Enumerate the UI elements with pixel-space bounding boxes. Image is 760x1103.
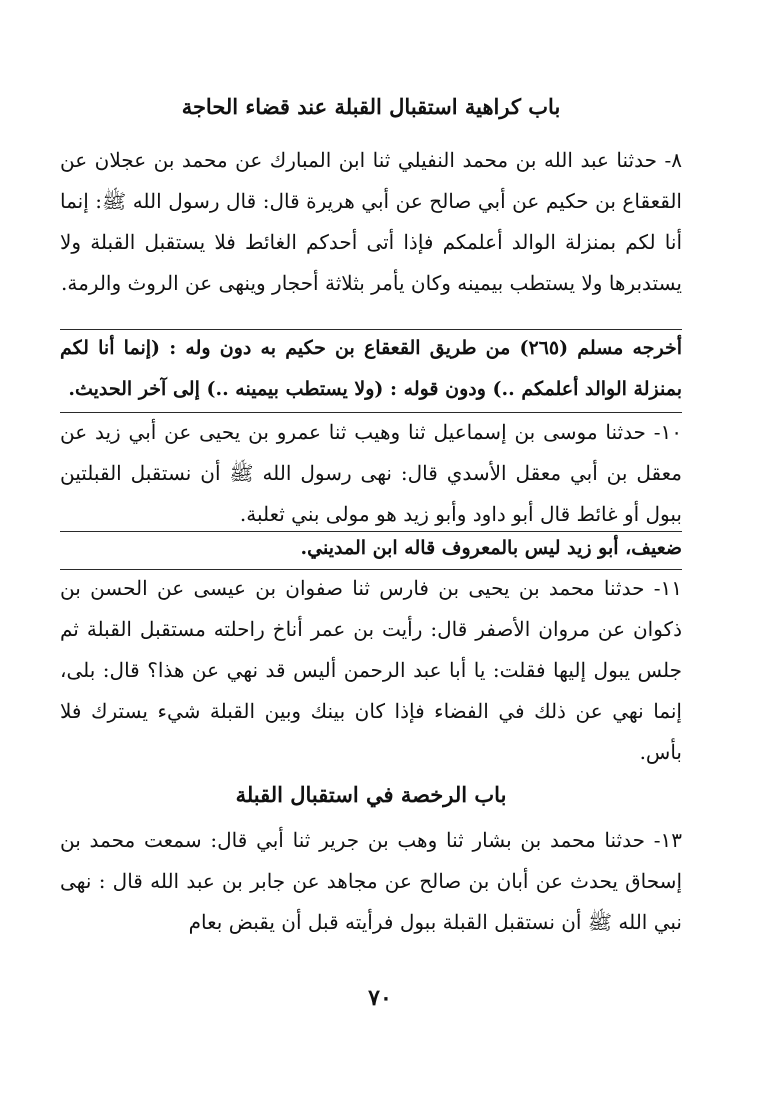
chapter-title-2: باب الرخصة في استقبال القبلة [235,782,507,807]
hadith-13: ١٣- حدثنا محمد بن بشار ثنا وهب بن جرير ثنا أبي قال: سمعت محمد بن إسحاق يحدث عن أبان بن صالح عن مجاهد عن جابر بن عبد الله قال : نهى نبي الله ﷺ أن نستقبل القبلة ببول فرأيته قبل أن يقبض بعام [60,828,682,934]
hadith-11: ١١- حدثنا محمد بن يحيى بن فارس ثنا صفوان بن عيسى عن الحسن بن ذكوان عن مروان الأصفر قال: رأيت بن عمر أناخ راحلته مستقبل القبلة ثم جلس يبول إليها فقلت: يا أبا عبد الرحمن أليس قد نهي عن هذا؟ قال: بلى، إنما نهي عن ذلك في الفضاء فإذا كان بينك وبين القبلة شيء يسترك فلا بأس. [60,576,682,764]
takhrij-note-8: أخرجه مسلم (٢٦٥) من طريق القعقاع بن حكيم به دون وله : (إنما أنا لكم بمنزلة الوالد أعلمكم ..) ودون قوله : (ولا يستطب بيمينه ..) إلى آخر الحديث. [60,337,682,400]
chapter-title-1: باب كراهية استقبال القبلة عند قضاء الحاجة [181,94,561,119]
page-number: ٧٠ [368,985,392,1011]
hadith-10: ١٠- حدثنا موسى بن إسماعيل ثنا وهيب ثنا عمرو بن يحيى عن أبي زيد عن معقل بن أبي معقل الأسدي قال: نهى رسول الله ﷺ أن نستقبل القبلتين ببول أو غائط قال أبو داود وأبو زيد هو مولى بني ثعلبة. [60,420,682,526]
hadith-8: ٨- حدثنا عبد الله بن محمد النفيلي ثنا ابن المبارك عن محمد بن عجلان عن القعقاع بن حكيم عن أبي صالح عن أبي هريرة قال: قال رسول الله ﷺ: إنما أنا لكم بمنزلة الوالد أعلمكم فإذا أتى أحدكم الغائط فلا يستقبل القبلة ولا يستدبرها ولا يستطب بيمينه وكان يأمر بثلاثة أحجار وينهى عن الروث والرمة. [60,148,682,295]
grading-note-10: ضعيف، أبو زيد ليس بالمعروف قاله ابن المديني. [300,537,682,559]
